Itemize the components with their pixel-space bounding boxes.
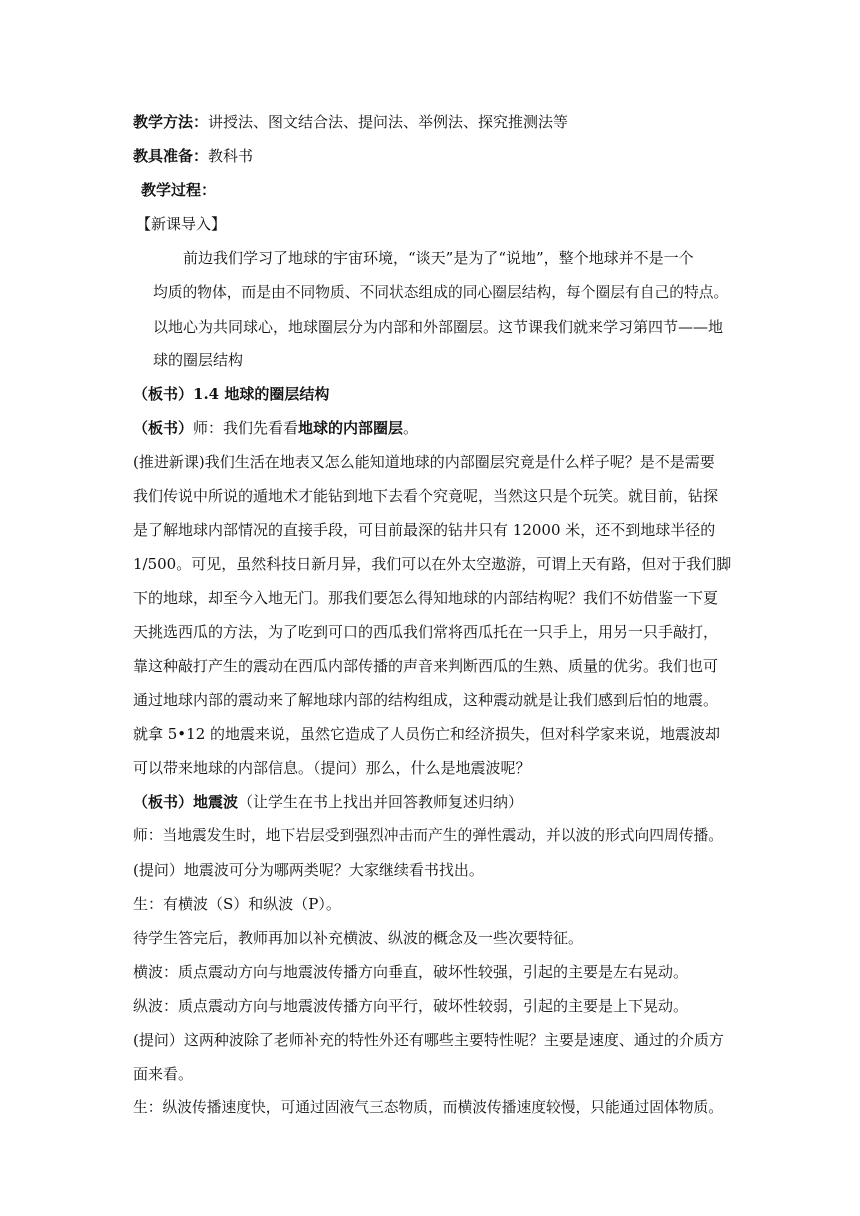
teaching-tools-text: 教科书 <box>208 147 254 165</box>
paragraph-line: 通过地球内部的震动来了解地球内部的结构组成，这种震动就是让我们感到后怕的地震。 <box>133 691 719 709</box>
paragraph-line: 天挑选西瓜的方法，为了吃到可口的西瓜我们常将西瓜托在一只手上，用另一只手敲打， <box>133 623 719 641</box>
dialogue-line: 生：有横波（S）和纵波（P）。 <box>133 895 341 913</box>
dialogue-line: 纵波：质点震动方向与地震波传播方向平行，破坏性较弱，引起的主要是上下晃动。 <box>133 997 689 1015</box>
intro-line: 均质的物体，而是由不同物质、不同状态组成的同心圈层结构，每个圈层有自己的特点。 <box>153 284 729 301</box>
dialogue-line: 生：纵波传播速度快，可通过固液气三态物质，而横波传播速度较慢，只能通过固体物质。 <box>133 1099 723 1116</box>
board-title: 1.4 地球的圈层结构 <box>193 385 330 403</box>
paragraph-line: 是了解地球内部情况的直接手段，可目前最深的钻井只有 12000 米，还不到地球半径的 <box>133 521 716 539</box>
teaching-tools-line <box>133 146 253 166</box>
board-heading-1 <box>133 384 329 404</box>
paragraph-line: 可以带来地球的内部信息。（提问）那么，什么是地震波呢？ <box>133 759 531 777</box>
teaching-method-text: 讲授法、图文结合法、提问法、举例法、探究推测法等 <box>208 113 569 131</box>
board-label: （板书）地震波 <box>133 793 239 811</box>
paragraph-line: (推进新课)我们生活在地表又怎么能知道地球的内部圈层究竟是什么样子呢？是不是需要 <box>133 453 715 471</box>
board-label: （板书） <box>133 419 194 437</box>
teaching-method-label: 教学方法： <box>133 113 209 131</box>
dialogue-line: (提问）地震波可分为哪两类呢？大家继续看书找出。 <box>133 861 484 879</box>
board-text-post: 。 <box>403 419 419 437</box>
dialogue-line: (提问）这两种波除了老师补充的特性外还有哪些主要特性呢？主要是速度、通过的介质方 <box>133 1031 724 1049</box>
board-heading-3 <box>133 792 523 812</box>
board-label: （板书） <box>133 385 194 403</box>
teaching-tools-label: 教具准备： <box>133 147 209 165</box>
intro-line: 以地心为共同球心，地球圈层分为内部和外部圈层。这节课我们就来学习第四节——地 <box>153 318 724 336</box>
dialogue-line: 师：当地震发生时，地下岩层受到强烈冲击而产生的弹性震动，并以波的形式向四周传播。 <box>133 827 723 844</box>
paragraph-line: 靠这种敲打产生的震动在西瓜内部传播的声音来判断西瓜的生熟、质量的优劣。我们也可 <box>133 657 719 675</box>
board-note: （让学生在书上找出并回答教师复述归纳） <box>238 793 524 811</box>
board-heading-2 <box>133 418 418 438</box>
teaching-method-line <box>133 112 568 132</box>
paragraph-line: 就拿 5•12 的地震来说，虽然它造成了人员伤亡和经济损失，但对科学家来说，地震波却 <box>133 725 721 743</box>
dialogue-line: 待学生答完后，教师再加以补充横波、纵波的概念及一些次要特征。 <box>133 929 584 947</box>
intro-line: 球的圈层结构 <box>153 351 244 369</box>
intro-heading: 【新课导入】 <box>136 215 227 233</box>
paragraph-line: 下的地球，却至今入地无门。那我们要怎么得知地球的内部结构呢？我们不妨借鉴一下夏 <box>133 589 719 607</box>
intro-line: 前边我们学习了地球的宇宙环境，“谈天”是为了“说地”，整个地球并不是一个 <box>183 249 694 267</box>
paragraph-line: 1/500。可见，虽然科技日新月异，我们可以在外太空遨游，可谓上天有路，但对于我们脚 <box>133 555 732 573</box>
dialogue-line: 面来看。 <box>133 1065 194 1083</box>
board-text-pre: 师：我们先看看 <box>193 419 299 437</box>
paragraph-line: 我们传说中所说的遁地术才能钻到地下去看个究竟呢，当然这只是个玩笑。就目前，钻探 <box>133 487 719 505</box>
teaching-process-label: 教学过程： <box>141 181 217 199</box>
board-text-bold: 地球的内部圈层 <box>298 419 404 437</box>
dialogue-line: 横波：质点震动方向与地震波传播方向垂直，破坏性较强，引起的主要是左右晃动。 <box>133 963 689 981</box>
